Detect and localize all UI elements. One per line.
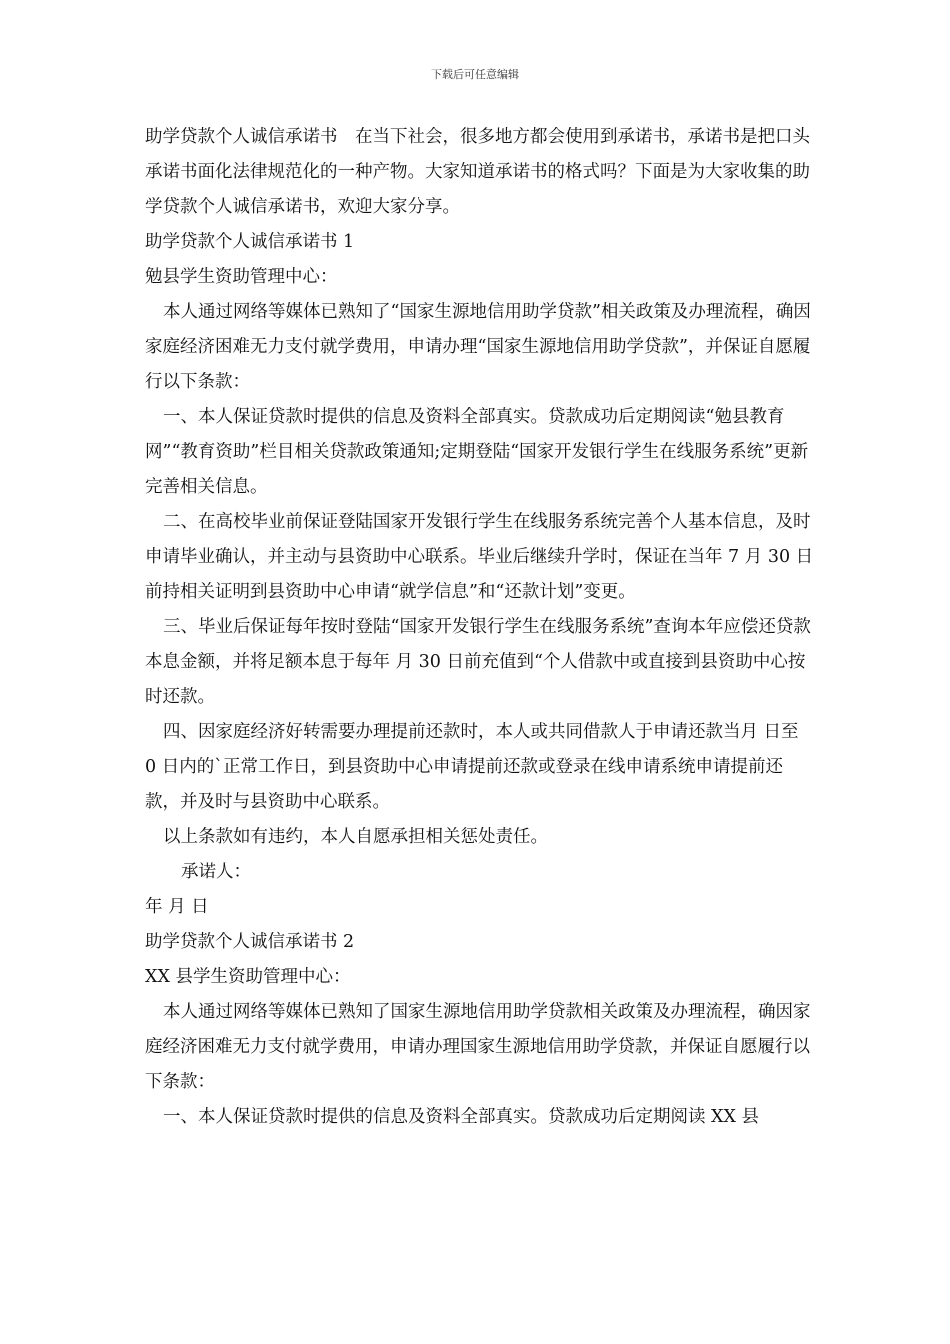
section1-date: 年 月 日 bbox=[145, 897, 209, 917]
section2-title: 助学贷款个人诚信承诺书 2 bbox=[145, 932, 355, 952]
section2-item1: 一、本人保证贷款时提供的信息及资料全部真实。贷款成功后定期阅读 XX 县 bbox=[163, 1107, 760, 1127]
header-note: 下载后可任意编辑 bbox=[431, 68, 519, 81]
section1-signer: 承诺人： bbox=[181, 862, 251, 882]
intro-paragraph: 助学贷款个人诚信承诺书 在当下社会，很多地方都会使用到承诺书，承诺书是把口头承诺书面化法律规范化的一种产物。大家知道承诺书的格式吗？下面是为大家收集的助学贷款个人诚信承诺书，欢迎大家分享。 bbox=[145, 127, 810, 217]
section2-addressee: XX 县学生资助管理中心： bbox=[145, 967, 351, 987]
section1-title: 助学贷款个人诚信承诺书 1 bbox=[145, 232, 355, 252]
document-body bbox=[145, 120, 815, 1135]
section2-para1: 本人通过网络等媒体已熟知了国家生源地信用助学贷款相关政策及办理流程，确因家庭经济困难无力支付就学费用，申请办理国家生源地信用助学贷款，并保证自愿履行以下条款： bbox=[145, 1002, 811, 1092]
section1-item3: 三、毕业后保证每年按时登陆“国家开发银行学生在线服务系统”查询本年应偿还贷款本息金额，并将足额本息于每年 月 30 日前充值到“个人借款中或直接到县资助中心按时还款。 bbox=[145, 617, 811, 707]
section1-para1: 本人通过网络等媒体已熟知了“国家生源地信用助学贷款”相关政策及办理流程，确因家庭经济困难无力支付就学费用，申请办理“国家生源地信用助学贷款”，并保证自愿履行以下条款： bbox=[145, 302, 811, 392]
section1-closing: 以上条款如有违约，本人自愿承担相关惩处责任。 bbox=[163, 827, 548, 847]
section1-item2: 二、在高校毕业前保证登陆国家开发银行学生在线服务系统完善个人基本信息，及时申请毕业确认，并主动与县资助中心联系。毕业后继续升学时，保证在当年 7 月 30 日前持相关证明到县资助中心申请“就学信息”和“还款计划”变更。 bbox=[145, 512, 814, 602]
section1-item4: 四、因家庭经济好转需要办理提前还款时，本人或共同借款人于申请还款当月 日至 0 日内的`正常工作日，到县资助中心申请提前还款或登录在线申请系统申请提前还款，并及时与县资助中心联系。 bbox=[145, 722, 799, 812]
section1-addressee: 勉县学生资助管理中心： bbox=[145, 267, 338, 287]
section1-item1: 一、本人保证贷款时提供的信息及资料全部真实。贷款成功后定期阅读“勉县教育网”“教育资助”栏目相关贷款政策通知;定期登陆“国家开发银行学生在线服务系统”更新完善相关信息。 bbox=[145, 407, 809, 497]
